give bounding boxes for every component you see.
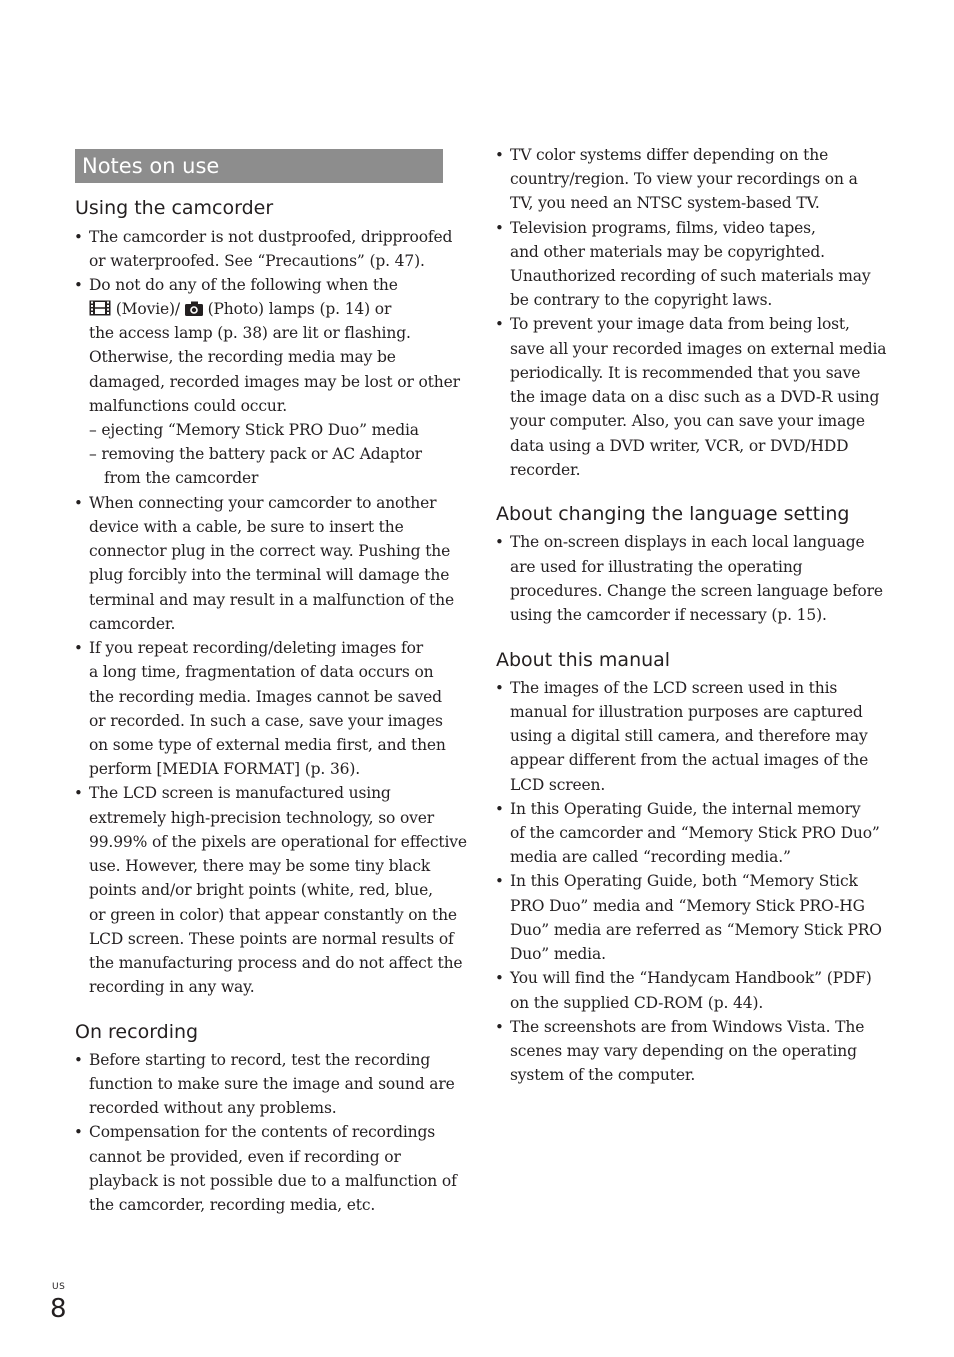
text-line: camcorder. [89,615,176,633]
heading-using-camcorder: Using the camcorder [75,197,274,219]
text-line: the image data on a disc such as a DVD-R using [510,388,880,406]
text-line: or waterproofed. See “Precautions” (p. 47). [89,252,425,270]
text-line: and other materials may be copyrighted. [510,243,825,261]
text-line: using a digital still camera, and therefore may [510,727,868,745]
bullet-dot: • [495,533,504,551]
bullet-dot: • [495,679,504,697]
text-line: system of the computer. [510,1066,696,1084]
movie-icon [89,300,111,316]
bullet-dot: • [74,639,83,657]
text-line: a long time, fragmentation of data occurs on [89,663,434,681]
text-line: of the camcorder and “Memory Stick PRO Duo” [510,824,880,842]
text-line: In this Operating Guide, both “Memory Stick [510,872,858,890]
bullet-dot: • [495,872,504,890]
text-line: data using a DVD writer, VCR, or DVD/HDD [510,437,849,455]
text-line: LCD screen. These points are normal results of [89,930,454,948]
text-line: The screenshots are from Windows Vista. The [510,1018,865,1036]
text-line: If you repeat recording/deleting images for [89,639,424,657]
text-line: LCD screen. [510,776,606,794]
text-line: scenes may vary depending on the operating [510,1042,857,1060]
text-line: or green in color) that appear constantly on the [89,906,457,924]
text-line: The on-screen displays in each local language [510,533,865,551]
text-line: using the camcorder if necessary (p. 15). [510,606,827,624]
text-line: recorder. [510,461,581,479]
text-line: Compensation for the contents of recordings [89,1123,436,1141]
text-line: malfunctions could occur. [89,397,288,415]
text-line: The camcorder is not dustproofed, dripproofed [89,228,453,246]
bullet-dot: • [74,1051,83,1069]
text-line: your computer. Also, you can save your image [510,412,865,430]
sub-item-text: – removing the battery pack or AC Adaptor [89,445,422,463]
heading-on-recording: On recording [75,1021,199,1043]
sub-item-text: from the camcorder [104,469,259,487]
text-line: media are called “recording media.” [510,848,791,866]
text-line: on some type of external media first, and then [89,736,446,754]
heading-language-setting: About changing the language setting [496,503,850,525]
section-title-bar [75,149,443,183]
text-line: the access lamp (p. 38) are lit or flashing. [89,324,411,342]
text-line: periodically. It is recommended that you save [510,364,861,382]
text-line: function to make sure the image and sound are [89,1075,455,1093]
bullet-dot: • [74,784,83,802]
text-line: TV, you need an NTSC system-based TV. [510,194,820,212]
text-line: country/region. To view your recordings on a [510,170,858,188]
photo-label: (Photo) lamps (p. 14) or [207,300,392,318]
text-line: Do not do any of the following when the [89,276,398,294]
text-line: The LCD screen is manufactured using [89,784,391,802]
text-line: extremely high-precision technology, so over [89,809,435,827]
text-line: TV color systems differ depending on the [510,146,829,164]
text-line: terminal and may result in a malfunction of the [89,591,454,609]
text-line: on the supplied CD-ROM (p. 44). [510,994,764,1012]
bullet-dot: • [495,146,504,164]
text-line: Duo” media. [510,945,606,963]
heading-about-manual: About this manual [496,649,671,671]
text-line: Duo” media are referred as “Memory Stick PRO [510,921,882,939]
bullet-dot: • [495,800,504,818]
text-line: recording in any way. [89,978,255,996]
text-line: manual for illustration purposes are captured [510,703,863,721]
text-line: playback is not possible due to a malfunction of [89,1172,457,1190]
text-line: save all your recorded images on external media [510,340,887,358]
bullet-dot: • [74,494,83,512]
text-line: use. However, there may be some tiny black [89,857,431,875]
text-line: Television programs, films, video tapes, [510,219,816,237]
text-line: cannot be provided, even if recording or [89,1148,401,1166]
text-line: damaged, recorded images may be lost or other [89,373,460,391]
text-line: Unauthorized recording of such materials may [510,267,871,285]
text-line: device with a cable, be sure to insert the [89,518,404,536]
text-line: are used for illustrating the operating [510,558,803,576]
bullet-dot: • [495,315,504,333]
text-line: You will find the “Handycam Handbook” (PDF) [510,969,872,987]
text-line: perform [MEDIA FORMAT] (p. 36). [89,760,361,778]
text-line-with-icons [89,298,391,320]
bullet-dot: • [74,1123,83,1141]
text-line: When connecting your camcorder to another [89,494,437,512]
bullet-dot: • [74,228,83,246]
text-line: To prevent your image data from being lost, [510,315,850,333]
text-line: plug forcibly into the terminal will damage the [89,566,450,584]
text-line: the manufacturing process and do not affect the [89,954,463,972]
section-title: Notes on use [82,154,220,178]
text-line: PRO Duo” media and “Memory Stick PRO-HG [510,897,865,915]
bullet-dot: • [495,219,504,237]
text-line: Before starting to record, test the recording [89,1051,431,1069]
camera-icon [185,301,203,316]
text-line: points and/or bright points (white, red, blue, [89,881,433,899]
bullet-dot: • [74,276,83,294]
text-line: In this Operating Guide, the internal memory [510,800,861,818]
text-line: procedures. Change the screen language before [510,582,883,600]
bullet-dot: • [495,1018,504,1036]
sub-item-text: – ejecting “Memory Stick PRO Duo” media [89,421,419,439]
text-line: Otherwise, the recording media may be [89,348,396,366]
text-line: appear different from the actual images of the [510,751,869,769]
text-line: connector plug in the correct way. Pushing the [89,542,451,560]
page-number: 8 [50,1294,67,1324]
text-line: the camcorder, recording media, etc. [89,1196,376,1214]
region-label: US [52,1282,66,1292]
text-line: the recording media. Images cannot be saved [89,688,442,706]
text-line: 99.99% of the pixels are operational for effective [89,833,467,851]
text-line: The images of the LCD screen used in this [510,679,838,697]
bullet-dot: • [495,969,504,987]
text-line: be contrary to the copyright laws. [510,291,773,309]
text-line: recorded without any problems. [89,1099,337,1117]
movie-label: (Movie)/ [115,300,180,318]
text-line: or recorded. In such a case, save your images [89,712,443,730]
